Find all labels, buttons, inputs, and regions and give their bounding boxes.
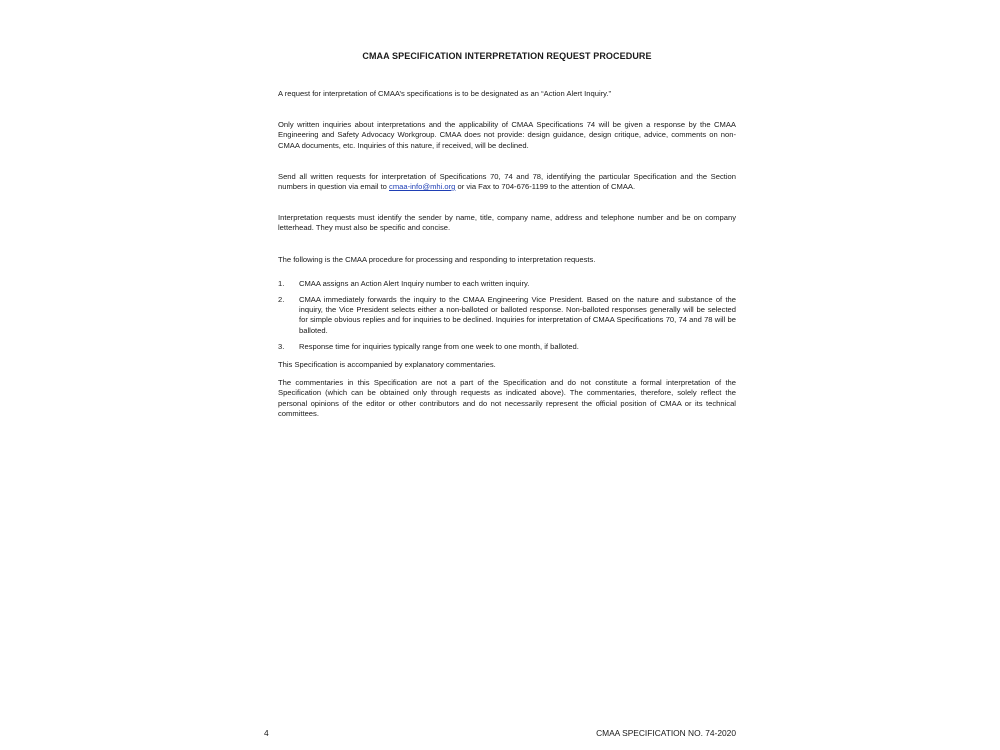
procedure-intro-paragraph: The following is the CMAA procedure for processing and responding to interpretation requests.	[278, 254, 596, 264]
step-number: 2.	[278, 295, 285, 305]
page-number: 4	[264, 728, 269, 738]
step-number: 3.	[278, 341, 285, 351]
commentaries-disclaimer-paragraph: The commentaries in this Specification are not a part of the Specification and do not constitute a formal interpretation of the Specification (which can be obtained only through requests as indicated above). The commentaries, therefore, solely reflect the personal opinions of the editor or other contributors and do not necessarily represent the official position of CMAA or its technical committees.	[278, 378, 736, 418]
step-text: CMAA immediately forwards the inquiry to the CMAA Engineering Vice President. Based on the nature and substance of the inquiry, the Vice President selects either a non-balloted or balloted response. Non-balloted responses generally will be selected for simple obvious replies and for inquiries to be declined. Inquiries for interpretation of CMAA Specifications 70, 74 and 78 will be balloted.	[299, 295, 736, 335]
commentaries-intro-paragraph: This Specification is accompanied by explanatory commentaries.	[278, 360, 496, 370]
step-number: 1.	[278, 278, 285, 288]
footer-spec-label: CMAA SPECIFICATION NO. 74-2020	[596, 728, 736, 738]
written-inquiries-paragraph: Only written inquiries about interpretations and the applicability of CMAA Specifications 74 will be given a response by the CMAA Engineering and Safety Advocacy Workgroup. CMAA does not provide: design guidance, design critique, advice, comments on non-CMAA documents, etc. Inquiries of this nature, if received, will be declined.	[278, 120, 736, 150]
intro-paragraph: A request for interpretation of CMAA’s specifications is to be designated as an “Action Alert Inquiry.”	[278, 89, 612, 98]
procedure-steps-list	[278, 279, 736, 352]
step-text: CMAA assigns an Action Alert Inquiry number to each written inquiry.	[299, 278, 530, 288]
list-item	[278, 279, 736, 289]
document-body	[278, 89, 736, 419]
send-requests-text-after: or via Fax to 704-676-1199 to the attention of CMAA.	[455, 182, 636, 192]
step-text: Response time for inquiries typically range from one week to one month, if balloted.	[299, 341, 579, 351]
send-requests-text-before: Send all written requests for interpretation of Specifications 70, 74 and 78, identifying the particular Specification and the Section numbers in question via email to	[278, 171, 736, 192]
page-title: CMAA SPECIFICATION INTERPRETATION REQUEST PROCEDURE	[362, 51, 652, 61]
request-requirements-paragraph: Interpretation requests must identify the sender by name, title, company name, address and telephone number and be on company letterhead. They must also be specific and concise.	[278, 213, 736, 233]
email-link[interactable]: cmaa-info@mhi.org	[389, 182, 456, 192]
list-item	[278, 342, 736, 352]
list-item	[278, 295, 736, 336]
send-requests-paragraph	[278, 172, 736, 192]
